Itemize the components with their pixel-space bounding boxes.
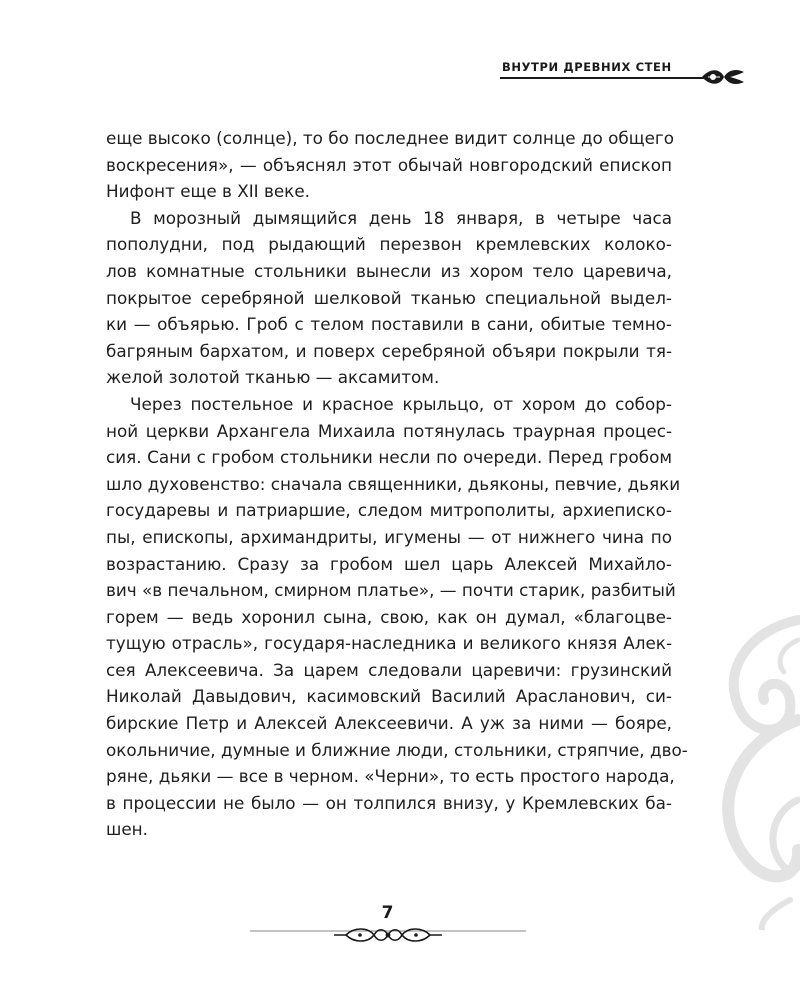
text-line-23: бирские Петр и Алексей Алексеевичи. А уж за ними — бояре, <box>106 713 672 734</box>
text-line-21: сея Алексеевича. За царем следовали царевичи: грузинский <box>106 659 672 680</box>
side-swirl-ornament-icon <box>680 600 800 930</box>
running-header-title: ВНУТРИ ДРЕВНИХ СТЕН <box>502 60 672 74</box>
footer-ornament-icon <box>250 922 526 948</box>
text-line-8: ки — объярью. Гроб с телом поставили в сани, обитые темно- <box>106 314 672 335</box>
text-line-20: тущую отрасль», государя-наследника и великого князя Алек- <box>106 633 672 654</box>
text-line-4: В морозный дымящийся день 18 января, в четыре часа <box>130 207 672 228</box>
text-line-12: ной церкви Архангела Михаила потянулась траурная процес- <box>106 420 672 441</box>
text-line-5: пополудни, под рыдающий перезвон кремлевских колоко- <box>106 234 672 255</box>
text-line-16: пы, епископы, архимандриты, игумены — от нижнего чина по <box>106 526 672 547</box>
text-line-14: шло духовенство: сначала священники, дьяконы, певчие, дьяки <box>106 473 681 494</box>
text-line-26: в процессии не было — он толпился внизу, у Кремлевских ба- <box>106 792 672 813</box>
text-line-17: возрастанию. Сразу за гробом шел царь Алексей Михайло- <box>106 553 672 574</box>
text-line-15: государевы и патриаршие, следом митрополиты, архиеписко- <box>106 500 672 521</box>
text-line-22: Николай Давыдович, касимовский Василий Арасланович, си- <box>106 686 672 707</box>
text-line-18: вич «в печальном, смирном платье», — почти старик, разбитый <box>106 580 676 601</box>
text-line-19: горем — ведь хоронил сына, свою, как он думал, «благоцве- <box>106 606 672 627</box>
text-line-10: желой золотой тканью — аксамитом. <box>106 367 440 388</box>
text-line-24: окольничие, думные и ближние люди, стольники, стряпчие, дво- <box>106 739 688 760</box>
body-text <box>106 125 688 843</box>
text-line-27: шен. <box>106 819 148 840</box>
text-line-1: еще высоко (солнце), то бо последнее видит солнце до общего <box>106 128 674 148</box>
text-line-6: лов комнатные стольники вынесли из хором тело царевича, <box>106 260 672 281</box>
text-line-3: Нифонт еще в XII веке. <box>106 181 310 202</box>
text-line-9: багряным бархатом, и поверх серебряной объяри покрыли тя- <box>106 340 672 361</box>
header-ornament-icon <box>700 64 746 90</box>
text-line-25: ряне, дьяки — все в черном. «Черни», то есть простого народа, <box>106 766 675 787</box>
header-rule <box>500 77 710 79</box>
text-line-11: Через постельное и красное крыльцо, от хором до собор- <box>130 393 672 414</box>
text-line-2: воскресения», — объяснял этот обычай новгородский епископ <box>106 154 672 175</box>
text-line-13: сия. Сани с гробом стольники несли по очереди. Перед гробом <box>106 447 672 468</box>
text-line-7: покрытое серебряной шелковой тканью специальной выдел- <box>106 287 672 308</box>
page-number: 7 <box>381 903 394 923</box>
